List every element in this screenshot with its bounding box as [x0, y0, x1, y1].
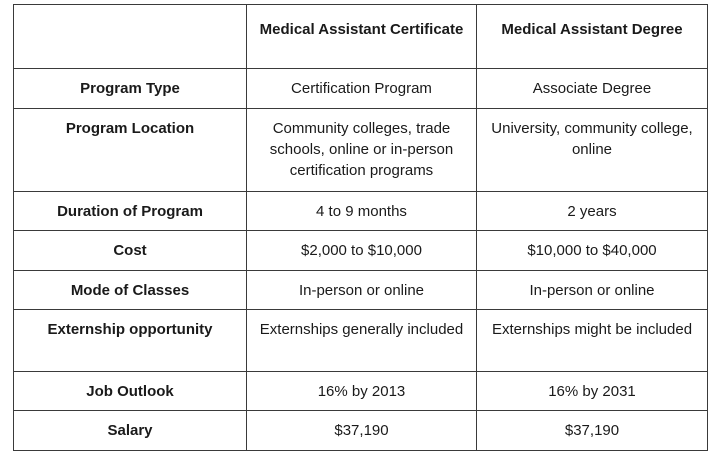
degree-cell: 16% by 2031	[477, 372, 708, 411]
degree-cell: $37,190	[477, 411, 708, 451]
certificate-cell: Certification Program	[247, 69, 477, 109]
row-label: Duration of Program	[14, 192, 247, 231]
table-row	[14, 109, 708, 192]
certificate-cell: In-person or online	[247, 271, 477, 310]
table-header-row	[14, 5, 708, 69]
certificate-cell: 16% by 2013	[247, 372, 477, 411]
table-row	[14, 231, 708, 271]
comparison-table	[13, 4, 708, 451]
table-row	[14, 372, 708, 411]
degree-cell: 2 years	[477, 192, 708, 231]
certificate-cell: $37,190	[247, 411, 477, 451]
degree-cell: $10,000 to $40,000	[477, 231, 708, 271]
degree-cell: Externships might be included	[477, 310, 708, 372]
header-empty-cell	[14, 5, 247, 69]
row-label: Cost	[14, 231, 247, 271]
row-label: Program Type	[14, 69, 247, 109]
certificate-cell: Externships generally included	[247, 310, 477, 372]
row-label: Program Location	[14, 109, 247, 192]
row-label: Salary	[14, 411, 247, 451]
header-certificate: Medical Assistant Certificate	[247, 5, 477, 69]
degree-cell: University, community college, online	[477, 109, 708, 192]
degree-cell: Associate Degree	[477, 69, 708, 109]
table-row	[14, 310, 708, 372]
table-row	[14, 69, 708, 109]
certificate-cell: 4 to 9 months	[247, 192, 477, 231]
certificate-cell: $2,000 to $10,000	[247, 231, 477, 271]
row-label: Mode of Classes	[14, 271, 247, 310]
table-row	[14, 411, 708, 451]
table-row	[14, 271, 708, 310]
row-label: Externship opportunity	[14, 310, 247, 372]
row-label: Job Outlook	[14, 372, 247, 411]
certificate-cell: Community colleges, trade schools, online or in-person certification programs	[247, 109, 477, 192]
header-degree: Medical Assistant Degree	[477, 5, 708, 69]
table-row	[14, 192, 708, 231]
degree-cell: In-person or online	[477, 271, 708, 310]
